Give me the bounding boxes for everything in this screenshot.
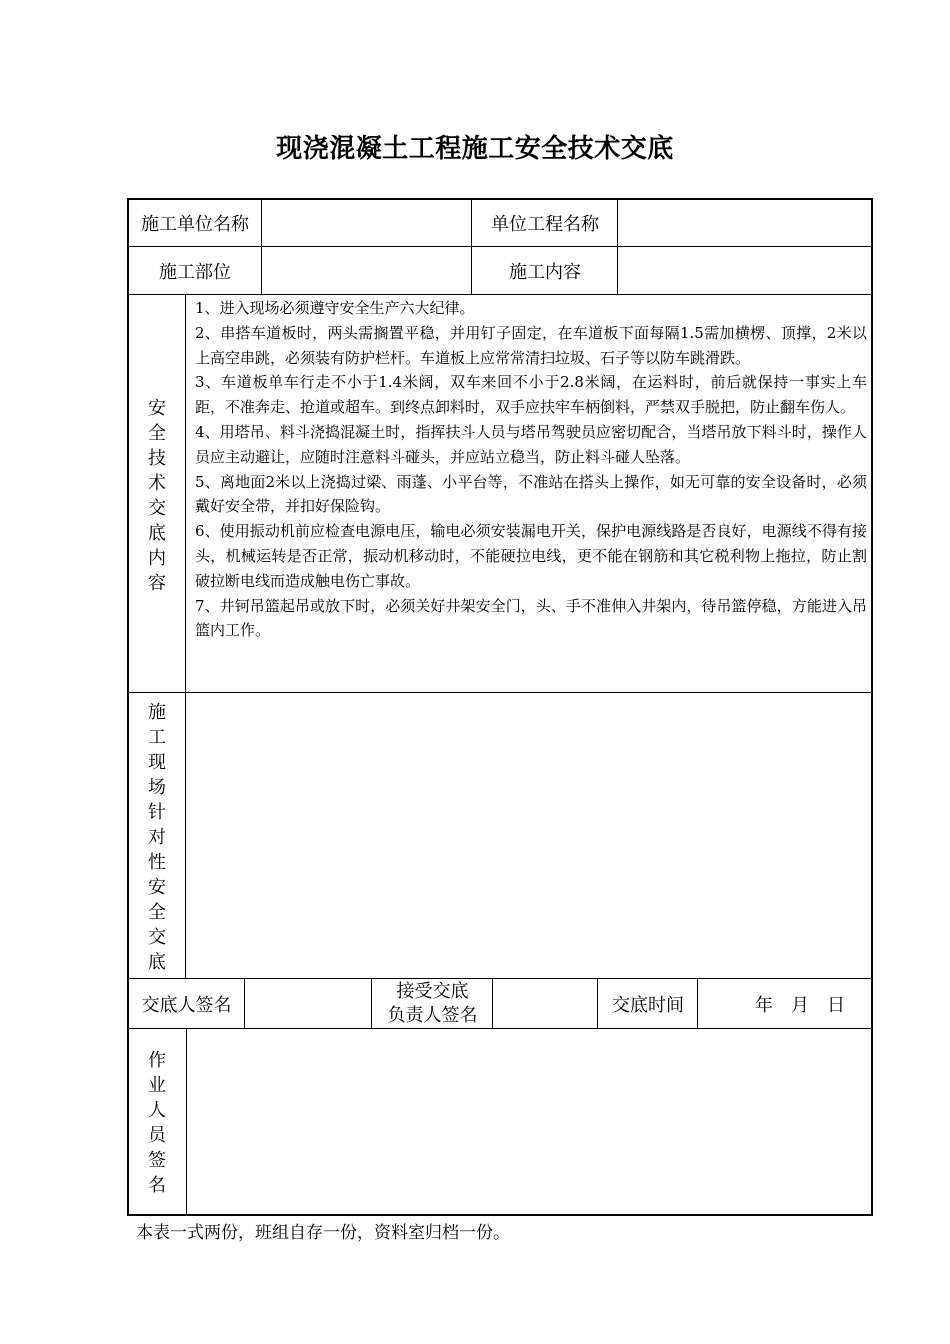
- project-name-field[interactable]: [619, 200, 871, 246]
- row-divider: [127, 1028, 873, 1029]
- date-field[interactable]: 年 月 日: [755, 995, 845, 1016]
- col-divider: [185, 294, 186, 978]
- col-divider: [244, 978, 245, 1028]
- row-divider: [127, 294, 873, 295]
- workers-signature-field[interactable]: [189, 1031, 871, 1214]
- site-section-label: 施工现场针对性安全交底: [148, 702, 166, 973]
- safety-item: 7、井钶吊篮起吊或放下时，必须关好井架安全门，头、手不准伸入井架内，待吊篮停稳，方能进入吊篮内工作。: [195, 596, 867, 640]
- receiver-signature-field[interactable]: [494, 980, 597, 1028]
- time-label: 交底时间: [612, 995, 684, 1016]
- presenter-signature-label: 交底人签名: [141, 995, 232, 1016]
- safety-item: 6、使用振动机前应检查电源电压，输电必须安装漏电开关，保护电源线路是否良好，电源线不得有接头，机械运转是否正常，振动机移动时，不能硬拉电线，更不能在钢筋和其它税利物上拖拉，防止割破拉断电线而造成触电伤亡事故。: [195, 522, 867, 590]
- col-divider: [186, 1028, 187, 1216]
- col-divider: [261, 198, 262, 294]
- safety-section-label: 安全技术交底内容: [148, 398, 166, 594]
- safety-item: 3、车道板单车行走不小于1.4米阔，双车来回不小于2.8米阔，在运料时，前后就保持一事实上车距，不准奔走、抢道或超车。到终点卸料时，双手应扶牢车柄倒料，严禁双手脱把，防止翻车伤人。: [195, 373, 867, 417]
- col-divider: [471, 198, 472, 294]
- safety-content: [195, 296, 867, 643]
- col-divider: [492, 978, 493, 1028]
- content-field[interactable]: [619, 248, 871, 294]
- site-section-field[interactable]: [188, 695, 871, 977]
- project-name-label: 单位工程名称: [491, 214, 599, 235]
- row-divider: [127, 692, 873, 693]
- safety-item: 5、离地面2米以上浇捣过梁、雨蓬、小平台等，不准站在搭头上操作，如无可靠的安全设备时，必须戴好安全带，并扣好保险钩。: [195, 472, 867, 516]
- workers-section-label: 作业人员签名: [148, 1050, 166, 1196]
- col-divider: [697, 978, 698, 1028]
- row-divider: [127, 978, 873, 979]
- content-label: 施工内容: [509, 262, 581, 283]
- safety-item: 2、串搭车道板时，两头需搁置平稳，并用钉子固定，在车道板下面每隔1.5需加横楞、顶撑，2米以上高空串跳，必须装有防护栏杆。车道板上应常常清扫垃圾、石子等以防车跳滑跌。: [195, 323, 867, 367]
- row-divider: [127, 246, 873, 247]
- receiver-signature-label: [373, 980, 492, 1028]
- receiver-label-line1: 接受交底: [396, 981, 469, 1002]
- receiver-label-line2: 负责人签名: [387, 1005, 478, 1026]
- safety-item: 1、进入现场必须遵守安全生产六大纪律。: [195, 299, 475, 317]
- col-divider: [597, 978, 598, 1028]
- construction-unit-label: 施工单位名称: [141, 214, 249, 235]
- col-divider: [617, 198, 618, 294]
- location-label: 施工部位: [159, 262, 231, 283]
- page-title: 现浇混凝土工程施工安全技术交底: [276, 134, 674, 164]
- safety-item: 4、用塔吊、料斗浇捣混凝土时，指挥扶斗人员与塔吊驾驶员应密切配合，当塔吊放下料斗时，操作人员应主动避让，应随时注意料斗碰头，并应站立稳当，防止料斗碰人坠落。: [195, 422, 867, 466]
- construction-unit-field[interactable]: [263, 200, 471, 246]
- location-field[interactable]: [263, 248, 471, 294]
- col-divider: [371, 978, 372, 1028]
- footnote: 本表一式两份，班组自存一份，资料室归档一份。: [136, 1223, 510, 1243]
- presenter-signature-field[interactable]: [246, 980, 371, 1028]
